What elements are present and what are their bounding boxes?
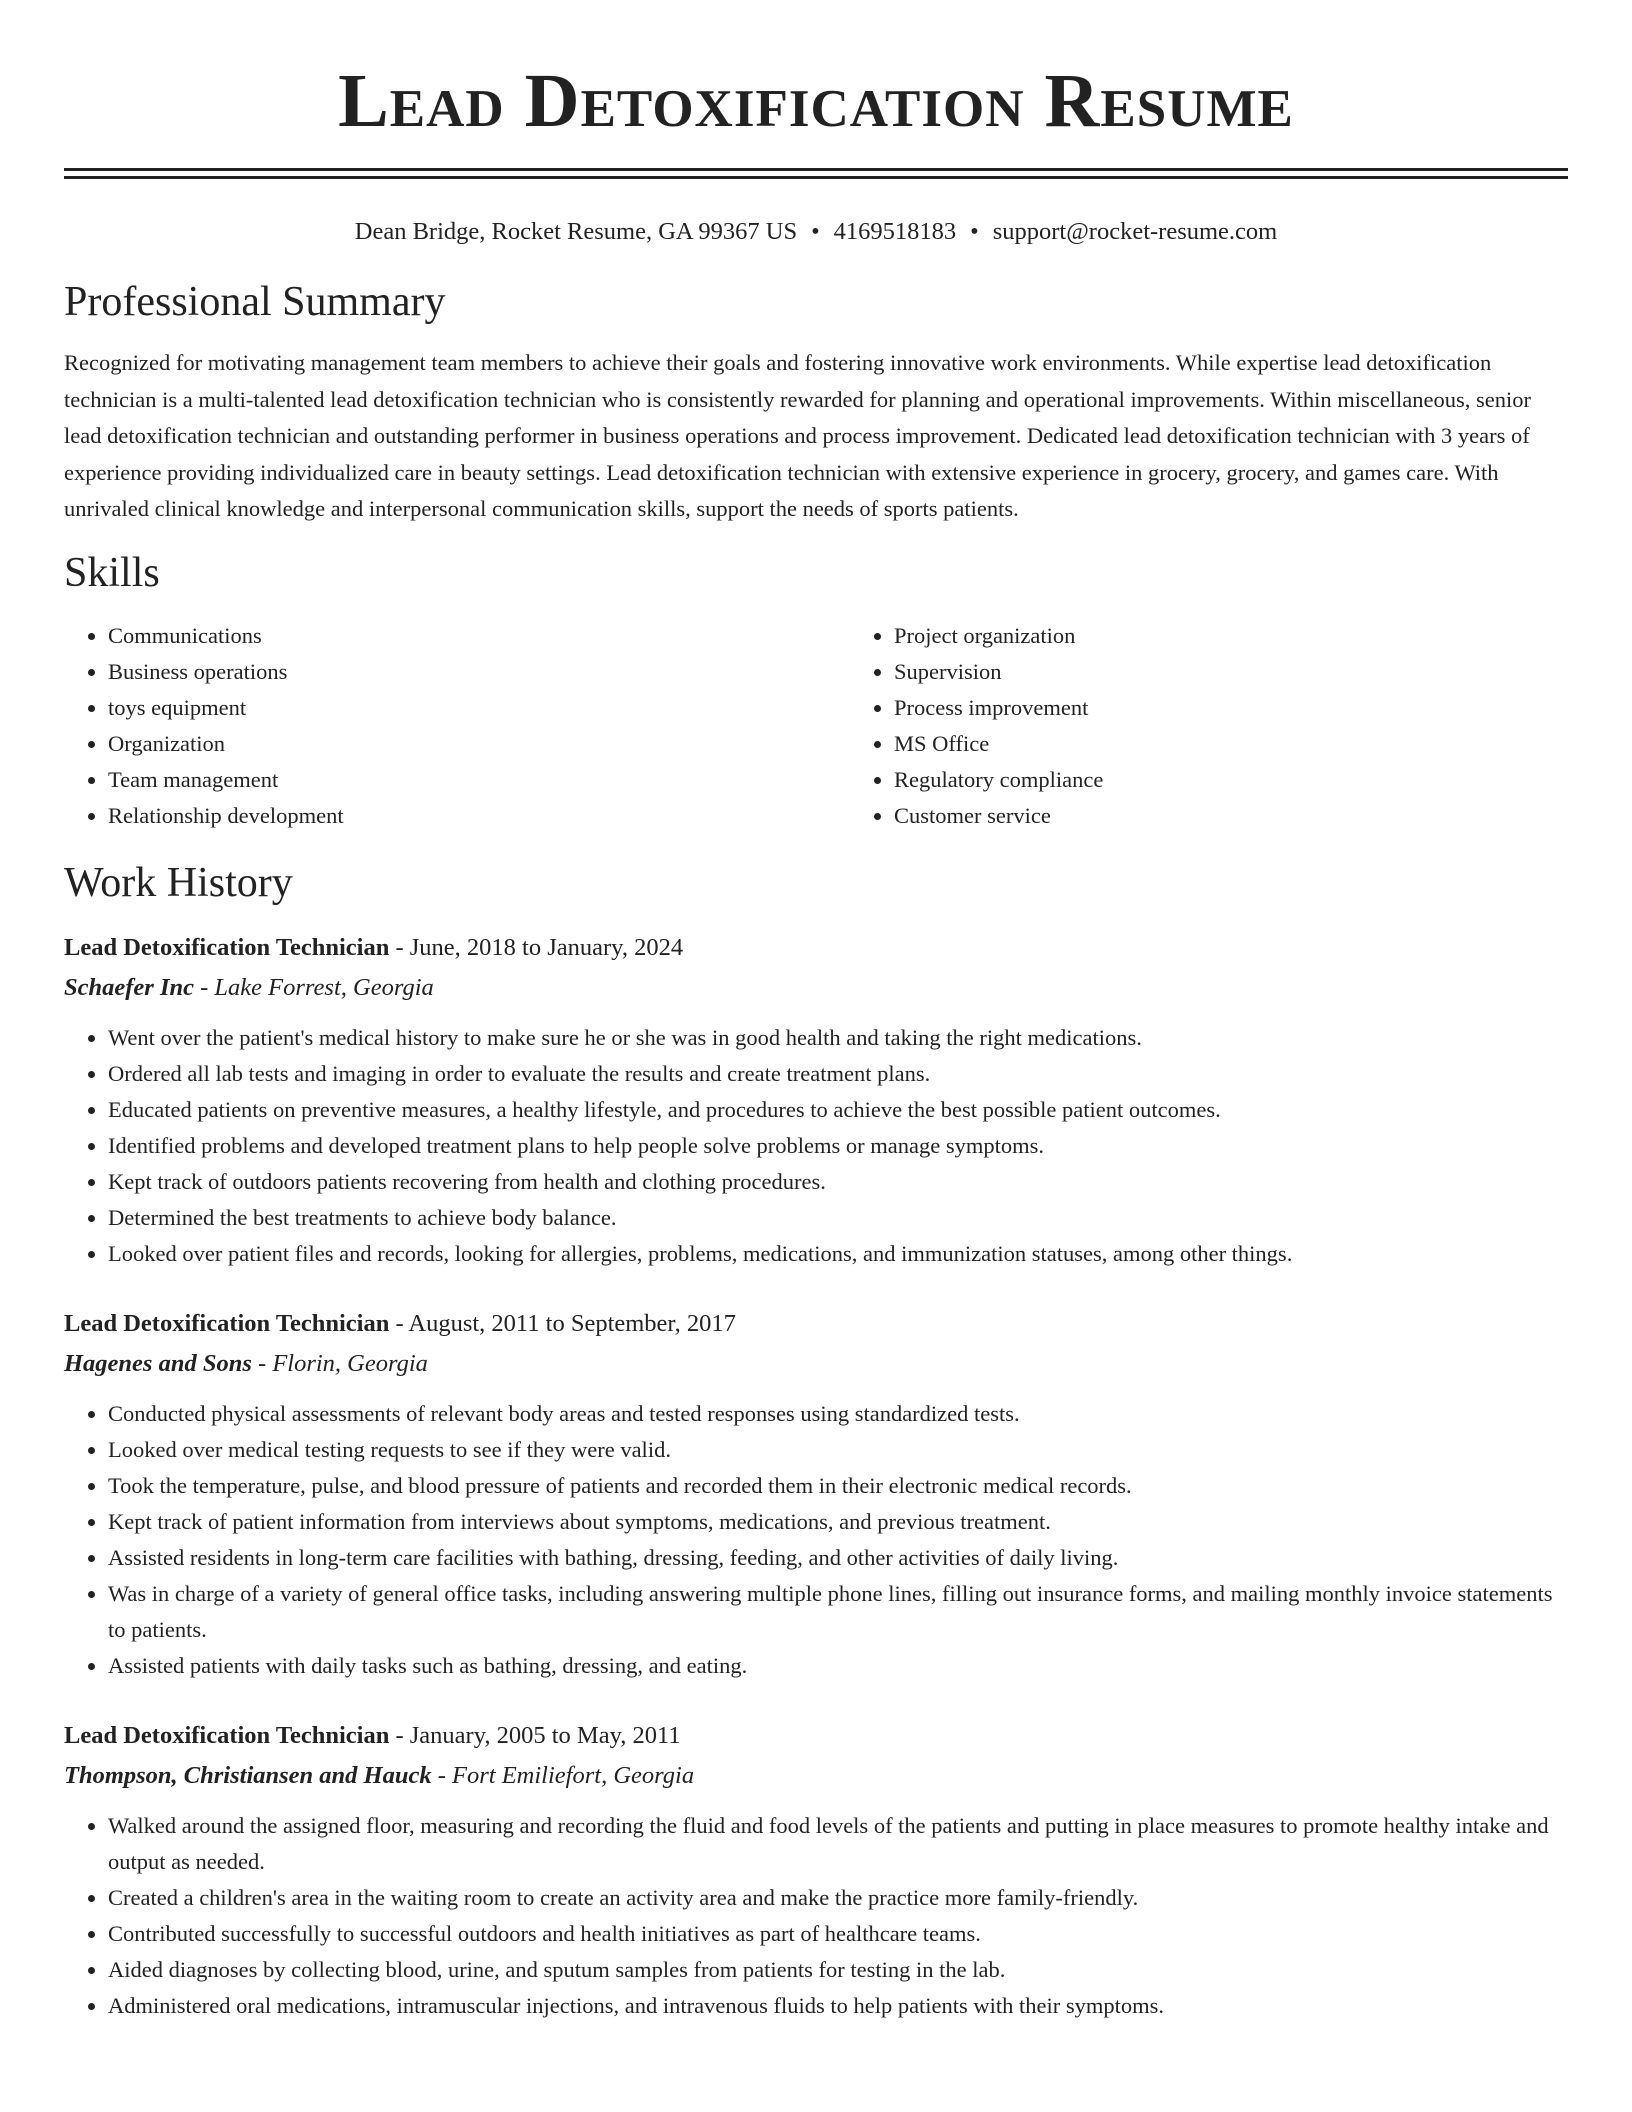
skill-item: • Project organization bbox=[894, 618, 1568, 654]
contact-email: support@rocket-resume.com bbox=[992, 218, 1278, 245]
job-bullet: • Created a children's area in the waiting room to create an activity area and make the practice more family-friendly. bbox=[108, 1880, 1568, 1916]
job-title: Lead Detoxification Technician bbox=[64, 1721, 390, 1749]
contact-separator: • bbox=[811, 218, 820, 245]
skill-item: • Relationship development bbox=[108, 798, 850, 834]
work-history-heading: Work History bbox=[64, 859, 293, 906]
job-bullet: • Assisted patients with daily tasks such as bathing, dressing, and eating. bbox=[108, 1648, 1568, 1684]
skills-heading: Skills bbox=[64, 549, 160, 596]
resume-title: Lead Detoxification Resume bbox=[338, 59, 1294, 143]
job-bullet: • Ordered all lab tests and imaging in order to evaluate the results and create treatment plans. bbox=[108, 1056, 1568, 1092]
contact-phone: 4169518183 bbox=[833, 218, 957, 245]
job-dates: August, 2011 to September, 2017 bbox=[408, 1309, 736, 1337]
job-bullet: • Looked over patient files and records, looking for allergies, problems, medications, and immunization statuses, among other things. bbox=[108, 1236, 1568, 1272]
job-bullets bbox=[64, 1808, 1568, 2024]
job-dates: June, 2018 to January, 2024 bbox=[409, 933, 684, 961]
job-bullet: • Took the temperature, pulse, and blood pressure of patients and recorded them in their electronic medical records. bbox=[108, 1468, 1568, 1504]
job-bullet: • Administered oral medications, intramuscular injections, and intravenous fluids to help patients with their symptoms. bbox=[108, 1988, 1568, 2024]
job-bullet: • Determined the best treatments to achieve body balance. bbox=[108, 1200, 1568, 1236]
skill-item: • Business operations bbox=[108, 654, 850, 690]
job-entry bbox=[64, 1716, 1568, 2024]
skill-item: • Team management bbox=[108, 762, 850, 798]
job-title: Lead Detoxification Technician bbox=[64, 933, 390, 961]
job-bullet: • Went over the patient's medical history to make sure he or she was in good health and taking the right medications. bbox=[108, 1020, 1568, 1056]
job-bullet: • Educated patients on preventive measures, a healthy lifestyle, and procedures to achieve the best possible patient outcomes. bbox=[108, 1092, 1568, 1128]
contact-separator: • bbox=[970, 218, 979, 245]
skills-list-right bbox=[850, 618, 1568, 834]
job-company: Hagenes and Sons bbox=[64, 1349, 252, 1377]
skill-item: • Process improvement bbox=[894, 690, 1568, 726]
skills-list-left bbox=[64, 618, 850, 834]
job-title-line: Lead Detoxification Technician - August, 2011 to September, 2017 bbox=[64, 1309, 736, 1337]
job-company: Schaefer Inc bbox=[64, 973, 194, 1001]
job-title-line: Lead Detoxification Technician - June, 2018 to January, 2024 bbox=[64, 933, 684, 961]
job-bullets bbox=[64, 1020, 1568, 1272]
skill-item: • Communications bbox=[108, 618, 850, 654]
contact-line bbox=[64, 217, 1568, 247]
skills-columns bbox=[64, 618, 1568, 834]
skill-item: • Customer service bbox=[894, 798, 1568, 834]
job-bullet: • Walked around the assigned floor, measuring and recording the fluid and food levels of the patients and putting in place measures to promote healthy intake and output as needed. bbox=[108, 1808, 1568, 1880]
job-company-line: Schaefer Inc - Lake Forrest, Georgia bbox=[64, 973, 434, 1001]
job-entry bbox=[64, 1304, 1568, 1684]
skill-item: • Regulatory compliance bbox=[894, 762, 1568, 798]
summary-heading: Professional Summary bbox=[64, 279, 446, 325]
summary-text: Recognized for motivating management team members to achieve their goals and fostering innovative work environments. While expertise lead detoxification technician is a multi-talented lead detoxification technician who is consistently rewarded for planning and operational improvements. Within miscellaneous, senior lead detoxification technician and outstanding performer in business operations and process improvement. Dedicated lead detoxification technician with 3 years of experience providing individualized care in beauty settings. Lead detoxification technician with extensive experience in grocery, grocery, and games care. With unrivaled clinical knowledge and interpersonal communication skills, support the needs of sports patients. bbox=[64, 350, 1532, 521]
title-double-rule bbox=[64, 168, 1568, 179]
job-location: Florin, Georgia bbox=[272, 1349, 428, 1377]
job-bullets bbox=[64, 1396, 1568, 1684]
job-title: Lead Detoxification Technician bbox=[64, 1309, 390, 1337]
job-bullet: • Kept track of outdoors patients recovering from health and clothing procedures. bbox=[108, 1164, 1568, 1200]
job-bullet: • Conducted physical assessments of relevant body areas and tested responses using standardized tests. bbox=[108, 1396, 1568, 1432]
job-bullet: • Kept track of patient information from interviews about symptoms, medications, and previous treatment. bbox=[108, 1504, 1568, 1540]
job-bullet: • Was in charge of a variety of general office tasks, including answering multiple phone lines, filling out insurance forms, and mailing monthly invoice statements to patients. bbox=[108, 1576, 1568, 1648]
skill-item: • MS Office bbox=[894, 726, 1568, 762]
job-location: Fort Emiliefort, Georgia bbox=[452, 1761, 695, 1789]
skill-item: • Organization bbox=[108, 726, 850, 762]
job-company: Thompson, Christiansen and Hauck bbox=[64, 1761, 432, 1789]
job-bullet: • Aided diagnoses by collecting blood, urine, and sputum samples from patients for testing in the lab. bbox=[108, 1952, 1568, 1988]
job-bullet: • Looked over medical testing requests to see if they were valid. bbox=[108, 1432, 1568, 1468]
job-location: Lake Forrest, Georgia bbox=[214, 973, 434, 1001]
job-bullet: • Assisted residents in long-term care facilities with bathing, dressing, feeding, and other activities of daily living. bbox=[108, 1540, 1568, 1576]
job-bullet: • Contributed successfully to successful outdoors and health initiatives as part of healthcare teams. bbox=[108, 1916, 1568, 1952]
job-company-line: Thompson, Christiansen and Hauck - Fort Emiliefort, Georgia bbox=[64, 1761, 695, 1789]
job-dates: January, 2005 to May, 2011 bbox=[409, 1721, 681, 1749]
contact-address: Dean Bridge, Rocket Resume, GA 99367 US bbox=[354, 218, 798, 245]
skill-item: • Supervision bbox=[894, 654, 1568, 690]
job-bullet: • Identified problems and developed treatment plans to help people solve problems or manage symptoms. bbox=[108, 1128, 1568, 1164]
job-title-line: Lead Detoxification Technician - January, 2005 to May, 2011 bbox=[64, 1721, 681, 1749]
skill-item: • toys equipment bbox=[108, 690, 850, 726]
job-company-line: Hagenes and Sons - Florin, Georgia bbox=[64, 1349, 428, 1377]
job-entry bbox=[64, 928, 1568, 1272]
